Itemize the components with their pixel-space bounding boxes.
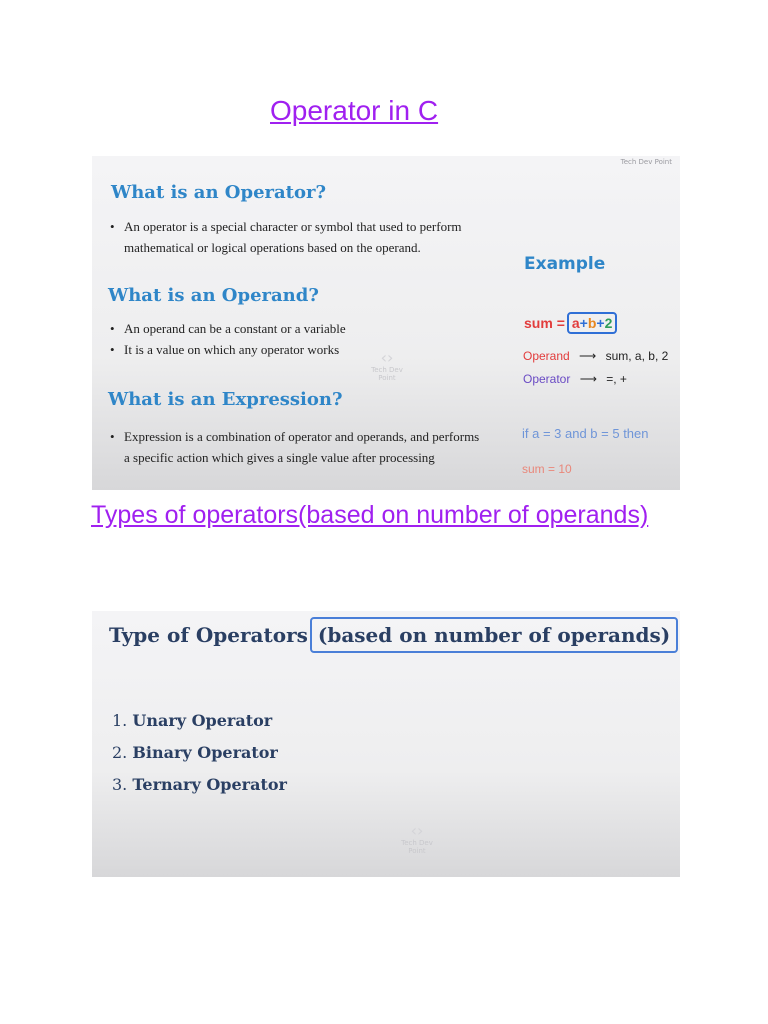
section-heading-expression: What is an Expression? xyxy=(108,389,343,410)
arrow-right-icon: ⟶ xyxy=(579,372,597,386)
sum-expression: sum = a+b+2 xyxy=(524,312,617,334)
section-title: Types of operators(based on number of operands) xyxy=(91,501,649,529)
expression-bullets xyxy=(110,426,480,468)
list-item: 1. Unary Operator xyxy=(112,711,273,730)
section-heading-operator: What is an Operator? xyxy=(111,182,327,203)
example-result: sum = 10 xyxy=(522,462,572,476)
example-condition: if a = 3 and b = 5 then xyxy=(522,426,649,441)
example-title: Example xyxy=(524,254,606,274)
section-heading-operand: What is an Operand? xyxy=(108,285,319,306)
list-item: • It is a value on which any operator works xyxy=(110,339,490,360)
page-title: Operator in C xyxy=(270,95,439,126)
expression-highlight-box: a+b+2 xyxy=(567,312,618,334)
operator-definition: Operator ⟶ =, + xyxy=(523,372,627,386)
watermark: ‹› Tech Dev Point xyxy=(392,823,442,855)
brand-logo: Tech Dev Point xyxy=(620,158,672,166)
list-item: 3. Ternary Operator xyxy=(112,775,287,794)
list-item: • An operator is a special character or symbol that used to perform mathematical or logical operations based on the operand. xyxy=(110,216,490,258)
operator-definition-slide xyxy=(92,156,680,490)
operator-types-slide xyxy=(92,611,680,877)
arrow-right-icon: ⟶ xyxy=(579,349,597,363)
list-item: 2. Binary Operator xyxy=(112,743,278,762)
operand-definition: Operand ⟶ sum, a, b, 2 xyxy=(523,349,669,363)
slide-title: Type of Operators (based on number of operands) xyxy=(109,617,678,653)
operator-bullets xyxy=(110,216,490,258)
watermark: ‹› Tech Dev Point xyxy=(362,350,412,382)
title-highlight-box: (based on number of operands) xyxy=(310,617,678,653)
list-item: • An operand can be a constant or a variable xyxy=(110,318,490,339)
operator-type-list xyxy=(112,705,287,801)
operand-bullets xyxy=(110,318,490,360)
code-brackets-icon: ‹› xyxy=(410,821,424,840)
list-item: • Expression is a combination of operator and operands, and performs a specific action which gives a single value after processing xyxy=(110,426,480,468)
code-brackets-icon: ‹› xyxy=(380,348,394,367)
